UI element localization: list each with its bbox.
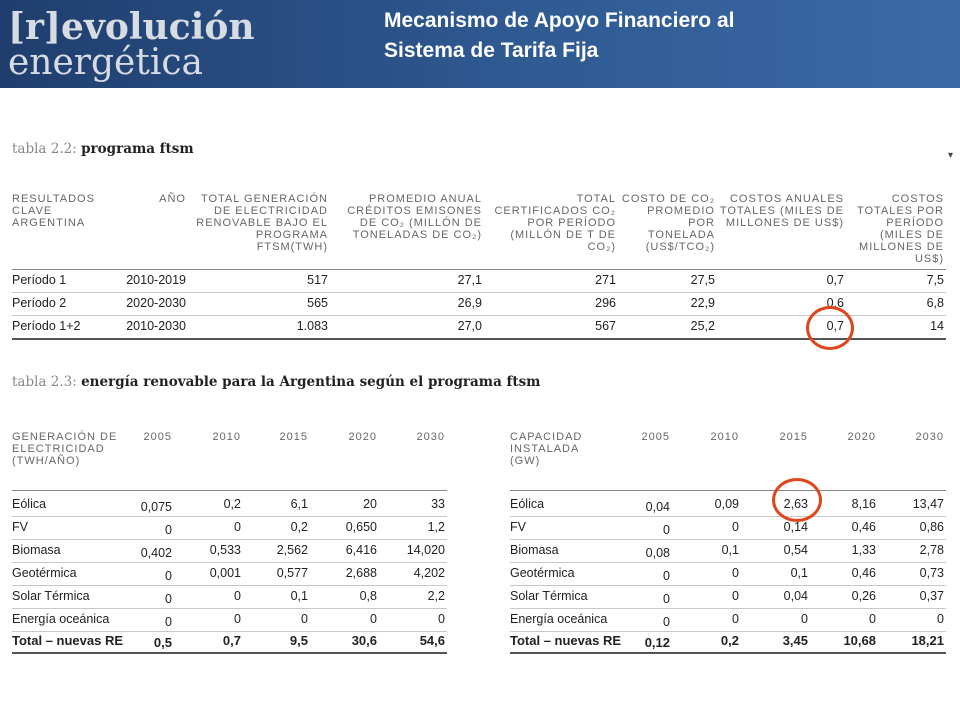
table-2-3-right-cell: 0,46 bbox=[851, 566, 876, 580]
table-2-3-left-total-cell: 9,5 bbox=[289, 633, 308, 648]
slide-title-line-2: Sistema de Tarifa Fija bbox=[384, 39, 599, 62]
table-2-3-left-cell: 0,650 bbox=[345, 520, 377, 534]
table-2-2-header-4: PROMEDIO ANUAL CRÉDITOS EMISONES DE CO₂ (MILLÓN DE TONELADAS DE CO₂) bbox=[347, 193, 482, 241]
table-2-3-left-row-label: Biomasa bbox=[12, 543, 61, 557]
table-2-3-right-header: CAPACIDAD INSTALADA (GW) bbox=[510, 431, 583, 467]
table-2-3-right-cell: 0 bbox=[869, 612, 876, 626]
table-2-3-right-cell: 0 bbox=[732, 589, 739, 603]
table-2-3-right-row-rule bbox=[510, 585, 946, 586]
table-2-2-cell: 0,6 bbox=[826, 296, 844, 310]
table-2-3-right-cell: 0,86 bbox=[919, 520, 944, 534]
table-2-3-left-cell: 2,562 bbox=[276, 543, 308, 557]
table-2-3-right-total-cell: 18,21 bbox=[911, 633, 944, 648]
table-2-2-cell: 2020-2030 bbox=[126, 296, 186, 310]
caption-title: energía renovable para la Argentina según el programa ftsm bbox=[81, 374, 541, 390]
table-2-3-right-cell: 0,04 bbox=[783, 589, 808, 603]
table-2-2-cell: 14 bbox=[930, 319, 944, 333]
table-2-3-left-cell: 0,577 bbox=[276, 566, 308, 580]
table-2-3-left-cell: 1,2 bbox=[427, 520, 445, 534]
table-2-3-right-total-cell: 3,45 bbox=[782, 633, 808, 648]
table-2-3-left-total-cell: 0,7 bbox=[222, 633, 241, 648]
table-2-3-left-row-label: Eólica bbox=[12, 497, 47, 511]
table-2-3-left-cell: 6,416 bbox=[345, 543, 377, 557]
table-2-3-right-cell: 0 bbox=[663, 615, 670, 629]
edge-mark: ▾ bbox=[948, 150, 954, 161]
table-2-2-cell: 1.083 bbox=[296, 319, 328, 333]
table-2-3-left-cell: 0,2 bbox=[223, 497, 241, 511]
table-2-2-header-2: AÑO bbox=[159, 193, 186, 205]
table-2-3-left-cell: 0 bbox=[234, 612, 241, 626]
table-2-3-left-row-label: Solar Térmica bbox=[12, 589, 90, 603]
table-2-3-left-row-rule bbox=[12, 585, 447, 586]
table-2-2-header-6: COSTO DE CO₂ PROMEDIO POR TONELADA (US$/TCO₂) bbox=[621, 193, 715, 253]
table-2-2-caption bbox=[12, 141, 194, 157]
table-2-3-left-cell: 0 bbox=[165, 523, 172, 537]
table-2-3-right-cell: 0,26 bbox=[851, 589, 876, 603]
table-2-3-left-header: GENERACIÓN DE ELECTRICIDAD (TWH/AÑO) bbox=[12, 431, 118, 467]
table-2-3-right-cell: 13,47 bbox=[912, 497, 944, 511]
table-2-3-right-header-rule bbox=[510, 490, 946, 491]
table-2-3-right-row-rule bbox=[510, 516, 946, 517]
table-2-3-right-cell: 0,73 bbox=[919, 566, 944, 580]
caption-prefix: tabla 2.3: bbox=[12, 374, 82, 390]
table-2-2-cell: 27,1 bbox=[457, 273, 482, 287]
table-2-3-right-row-rule bbox=[510, 608, 946, 609]
table-2-3-right-total-cell: 10,68 bbox=[843, 633, 876, 648]
table-2-2-cell: 6,8 bbox=[926, 296, 944, 310]
table-2-3-right-row-rule bbox=[510, 562, 946, 563]
table-2-3-left-cell: 20 bbox=[363, 497, 377, 511]
table-2-2-cell: 25,2 bbox=[690, 319, 715, 333]
table-2-2-cell: 2010-2019 bbox=[126, 273, 186, 287]
table-2-2-header-5: TOTAL CERTIFICADOS CO₂ POR PERÍODO (MILLÓN DE T DE CO₂) bbox=[494, 193, 616, 253]
table-2-3-right-row-label: FV bbox=[510, 520, 526, 534]
table-2-3-right-year: 2030 bbox=[915, 431, 944, 443]
table-2-3-left-row-label: FV bbox=[12, 520, 28, 534]
table-2-2-row-label: Período 1+2 bbox=[12, 319, 81, 333]
table-2-3-right-year: 2010 bbox=[710, 431, 739, 443]
table-2-2-row-rule bbox=[12, 315, 946, 316]
table-2-3-left-total-cell: 30,6 bbox=[351, 633, 377, 648]
table-2-3-right-row-label: Geotérmica bbox=[510, 566, 575, 580]
table-2-3-left-row-label: Geotérmica bbox=[12, 566, 77, 580]
table-2-3-right-cell: 8,16 bbox=[851, 497, 876, 511]
table-2-3-right-year: 2015 bbox=[779, 431, 808, 443]
table-2-2-cell: 27,0 bbox=[457, 319, 482, 333]
table-2-2-cell: 565 bbox=[307, 296, 328, 310]
table-2-3-right-row-rule bbox=[510, 539, 946, 540]
table-2-3-right-cell: 0,54 bbox=[783, 543, 808, 557]
table-2-3-left-cell: 0 bbox=[165, 569, 172, 583]
table-2-3-left-cell: 0 bbox=[234, 520, 241, 534]
table-2-3-left-row-rule bbox=[12, 516, 447, 517]
table-2-3-right-cell: 0 bbox=[732, 520, 739, 534]
table-2-3-right-cell: 0 bbox=[732, 612, 739, 626]
table-2-3-right-cell: 0 bbox=[663, 569, 670, 583]
caption-title: programa ftsm bbox=[81, 141, 194, 157]
table-2-3-left-header-rule bbox=[12, 490, 447, 491]
table-2-3-left-cell: 0 bbox=[370, 612, 377, 626]
table-2-3-right-bottom-rule bbox=[510, 652, 946, 654]
table-2-3-left-year: 2005 bbox=[143, 431, 172, 443]
table-2-3-left-total-label: Total – nuevas RE bbox=[12, 633, 124, 648]
table-2-3-left-cell: 0 bbox=[438, 612, 445, 626]
table-2-3-right-cell: 0,37 bbox=[919, 589, 944, 603]
table-2-3-left-row-rule bbox=[12, 562, 447, 563]
table-2-2-cell: 296 bbox=[595, 296, 616, 310]
table-2-2-row-label: Período 2 bbox=[12, 296, 67, 310]
table-2-2-cell: 0,7 bbox=[826, 273, 844, 287]
table-2-2-bottom-rule bbox=[12, 338, 946, 340]
table-2-3-right-cell: 0,04 bbox=[645, 500, 670, 514]
table-2-2-cell: 517 bbox=[307, 273, 328, 287]
slide-title bbox=[384, 6, 944, 66]
table-2-3-right-cell: 0,14 bbox=[783, 520, 808, 534]
table-2-3-right-cell: 0 bbox=[663, 592, 670, 606]
table-2-3-right-cell: 0,1 bbox=[790, 566, 808, 580]
table-2-3-right-row-label: Energía oceánica bbox=[510, 612, 608, 626]
table-2-3-left-total-cell: 54,6 bbox=[419, 633, 445, 648]
table-2-2-cell: 22,9 bbox=[690, 296, 715, 310]
table-2-3-left-row-label: Energía oceánica bbox=[12, 612, 110, 626]
table-2-3-right-year: 2005 bbox=[641, 431, 670, 443]
table-2-3-right-cell: 0,09 bbox=[714, 497, 739, 511]
table-2-3-right-cell: 0,1 bbox=[721, 543, 739, 557]
highlight-circle bbox=[772, 478, 822, 522]
table-2-2-cell: 271 bbox=[595, 273, 616, 287]
table-2-3-right-cell: 0,46 bbox=[851, 520, 876, 534]
table-2-3-right-cell: 0 bbox=[663, 523, 670, 537]
slide-title-line-1: Mecanismo de Apoyo Financiero al bbox=[384, 9, 735, 32]
table-2-2-row-rule bbox=[12, 292, 946, 293]
table-2-3-right-cell: 0 bbox=[801, 612, 808, 626]
table-2-3-right-cell: 1,33 bbox=[851, 543, 876, 557]
table-2-2-cell: 7,5 bbox=[926, 273, 944, 287]
table-2-3-left-cell: 0 bbox=[165, 615, 172, 629]
table-2-3-left-year: 2010 bbox=[212, 431, 241, 443]
header-banner bbox=[0, 0, 960, 88]
table-2-3-left-cell: 0,402 bbox=[140, 546, 172, 560]
table-2-3-right-cell: 0,08 bbox=[645, 546, 670, 560]
table-2-2-cell: 567 bbox=[595, 319, 616, 333]
table-2-3-right-year: 2020 bbox=[847, 431, 876, 443]
table-2-3-right-row-label: Eólica bbox=[510, 497, 545, 511]
table-2-3-left-row-rule bbox=[12, 608, 447, 609]
table-2-3-left-cell: 2,2 bbox=[427, 589, 445, 603]
table-2-3-left-cell: 0,075 bbox=[140, 500, 172, 514]
table-2-3-right-total-cell: 0,2 bbox=[720, 633, 739, 648]
table-2-3-right-total-cell: 0,12 bbox=[644, 635, 670, 650]
table-2-3-right-cell: 2,63 bbox=[783, 497, 808, 511]
table-2-3-right-cell: 0 bbox=[732, 566, 739, 580]
table-2-3-right-row-label: Biomasa bbox=[510, 543, 559, 557]
table-2-3-left-cell: 0 bbox=[165, 592, 172, 606]
table-2-2-header-rule bbox=[12, 269, 946, 270]
table-2-2-cell: 27,5 bbox=[690, 273, 715, 287]
table-2-3-left-cell: 6,1 bbox=[290, 497, 308, 511]
table-2-3-right-total-label: Total – nuevas RE bbox=[510, 633, 622, 648]
table-2-3-right-row-rule bbox=[510, 631, 946, 632]
table-2-3-left-cell: 33 bbox=[431, 497, 445, 511]
table-2-2-cell: 0,7 bbox=[826, 319, 844, 333]
table-2-3-left-cell: 0,1 bbox=[290, 589, 308, 603]
logo-line-2: energética bbox=[8, 42, 203, 83]
table-2-3-left-bottom-rule bbox=[12, 652, 447, 654]
table-2-2-header-8: COSTOS TOTALES POR PERÍODO (MILES DE MILLONES DE US$) bbox=[856, 193, 944, 265]
highlight-circle bbox=[806, 306, 854, 350]
table-2-2-header-7: COSTOS ANUALES TOTALES (MILES DE MILLONES DE US$) bbox=[719, 193, 844, 229]
table-2-3-left-cell: 0,533 bbox=[209, 543, 241, 557]
table-2-3-left-year: 2030 bbox=[416, 431, 445, 443]
logo-line-1: [r]evolución bbox=[8, 6, 255, 48]
table-2-3-left-cell: 0,001 bbox=[209, 566, 241, 580]
table-2-3-left-year: 2020 bbox=[348, 431, 377, 443]
table-2-3-right-cell: 2,78 bbox=[919, 543, 944, 557]
table-2-3-left-cell: 0,2 bbox=[290, 520, 308, 534]
table-2-3-right-cell: 0 bbox=[937, 612, 944, 626]
table-2-2-cell: 26,9 bbox=[457, 296, 482, 310]
table-2-3-left-cell: 4,202 bbox=[413, 566, 445, 580]
table-2-3-caption bbox=[12, 374, 540, 390]
table-2-2-header-3: TOTAL GENERACIÓN DE ELECTRICIDAD RENOVABLE BAJO EL PROGRAMA FTSM(TWH) bbox=[196, 193, 328, 253]
table-2-3-left-cell: 14,020 bbox=[406, 543, 445, 557]
table-2-2-header-1: RESULTADOS CLAVE ARGENTINA bbox=[12, 193, 95, 229]
table-2-2-cell: 2010-2030 bbox=[126, 319, 186, 333]
table-2-3-left-cell: 2,688 bbox=[345, 566, 377, 580]
caption-prefix: tabla 2.2: bbox=[12, 141, 82, 157]
table-2-3-left-row-rule bbox=[12, 539, 447, 540]
table-2-3-left-year: 2015 bbox=[279, 431, 308, 443]
table-2-3-left-total-cell: 0,5 bbox=[153, 635, 172, 650]
table-2-3-right-row-label: Solar Térmica bbox=[510, 589, 588, 603]
table-2-3-left-row-rule bbox=[12, 631, 447, 632]
table-2-3-left-cell: 0,8 bbox=[359, 589, 377, 603]
table-2-3-left-cell: 0 bbox=[234, 589, 241, 603]
table-2-3-left-cell: 0 bbox=[301, 612, 308, 626]
table-2-2-row-label: Período 1 bbox=[12, 273, 67, 287]
